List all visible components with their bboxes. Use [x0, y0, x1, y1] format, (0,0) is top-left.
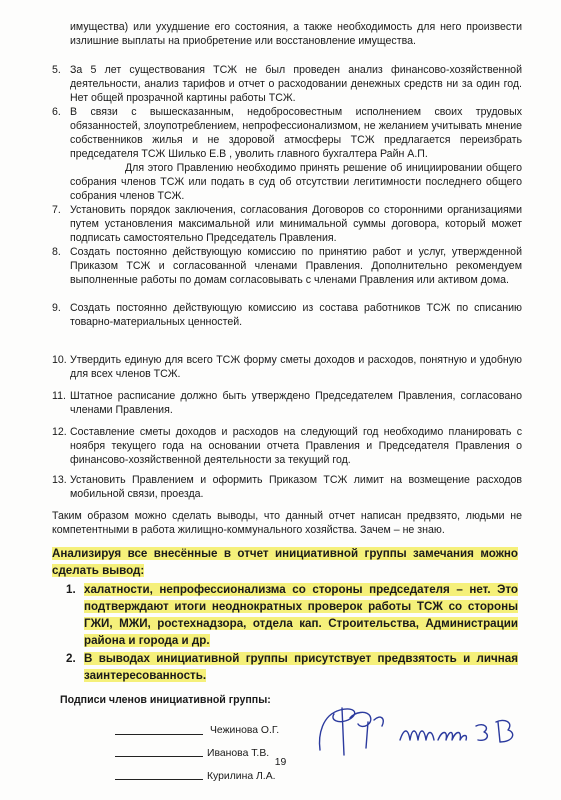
- list-item-6: 6. В связи с вышесказанным, недобросовестным исполнением своих трудовых обязанностей, злоупотреблением, непрофессионализмом, не желанием учитывать мнение собственников жилья и не здоровой атмосферы ТСЖ предлагается переизбрать председателя ТСЖ Шилько Е.В , уволить главного бухгалтера Райн А.П. Для этого Правлению необходимо принять решение об инициировании общего собрания членов ТСЖ или подать в суд об отсутствии легитимности последнего общего собрания членов ТСЖ.: [52, 106, 522, 202]
- item-6-paragraph: Для этого Правлению необходимо принять решение об инициировании общего собрания членов ТСЖ или подать в суд об отсутствии легитимности последнего общего собрания членов ТСЖ.: [70, 162, 522, 202]
- signatory-1: Чежинова О.Г.: [210, 725, 280, 736]
- list-item-11: 11. Штатное расписание должно быть утверждено Председателем Правления, согласовано членами Правления.: [52, 390, 522, 416]
- signatures-title: Подписи членов инициативной группы:: [60, 694, 271, 706]
- list-item-12: 12. Составление сметы доходов и расходов на следующий год необходимо планировать с ноября текущего года на основании отчета Правления и Председателя Правления о финансово-хозяйственной деятельности за текущий год.: [52, 426, 522, 466]
- conclusion-paragraph: Таким образом можно сделать выводы, что данный отчет написан предвзято, людьми не компетентными в работа жилищно-коммунального хозяйства. Зачем – не знаю.: [52, 510, 522, 536]
- signatory-2: Иванова Т.В.: [207, 748, 270, 759]
- list-item-5: 5. За 5 лет существования ТСЖ не был проведен анализ финансово-хозяйственной деятельности, анализ тарифов и отчет о расходовании денежных средств ни за один год. Нет общей прозрачной картины работы ТСЖ.: [52, 64, 522, 104]
- signatory-3: Курилина Л.А.: [207, 771, 276, 782]
- finding-1: 1. халатности, непрофессионализма со стороны председателя – нет. Это подтверждают итоги неоднократных проверок работы ТСЖ со стороны ГЖИ, МЖИ, ростехнадзора, отдела кап. Строительства, Администрации района и города и др.: [66, 583, 518, 647]
- list-item-9: 9. Создать постоянно действующую комиссию из состава работников ТСЖ по списанию товарно-материальных ценностей.: [52, 302, 522, 328]
- list-item-13: 13. Установить Правлением и оформить Приказом ТСЖ лимит на возмещение расходов мобильной связи, проезда.: [52, 474, 522, 500]
- signature-line-3: [115, 779, 203, 780]
- analysis-intro: Анализируя все внесённые в отчет инициативной группы замечания можно сделать вывод:: [52, 547, 518, 577]
- list-item-8: 8. Создать постоянно действующую комиссию по принятию работ и услуг, утвержденной Приказом ТСЖ и согласованной членами Правления. Дополнительно рекомендуем выполненные работы по домам согласовывать с членами Правления или активом дома.: [52, 246, 522, 286]
- list-item-7: 7. Установить порядок заключения, согласования Договоров со сторонними организациями путем установления максимальной или минимальной суммы договора, который может подписать самостоятельно Председатель Правления.: [52, 204, 522, 244]
- page-number: 19: [274, 757, 287, 768]
- finding-2: 2. В выводах инициативной группы присутствует предвзятость и личная заинтересованность.: [66, 652, 518, 682]
- intro-continuation: имущества) или ухудшение его состояния, а также необходимость для него произвести излишние выплаты на приобретение или восстановление имущества.: [70, 21, 522, 47]
- list-item-10: 10. Утвердить единую для всего ТСЖ форму сметы доходов и расходов, понятную и удобную для всех членов ТСЖ.: [52, 354, 522, 380]
- signature-line-1: [115, 734, 203, 735]
